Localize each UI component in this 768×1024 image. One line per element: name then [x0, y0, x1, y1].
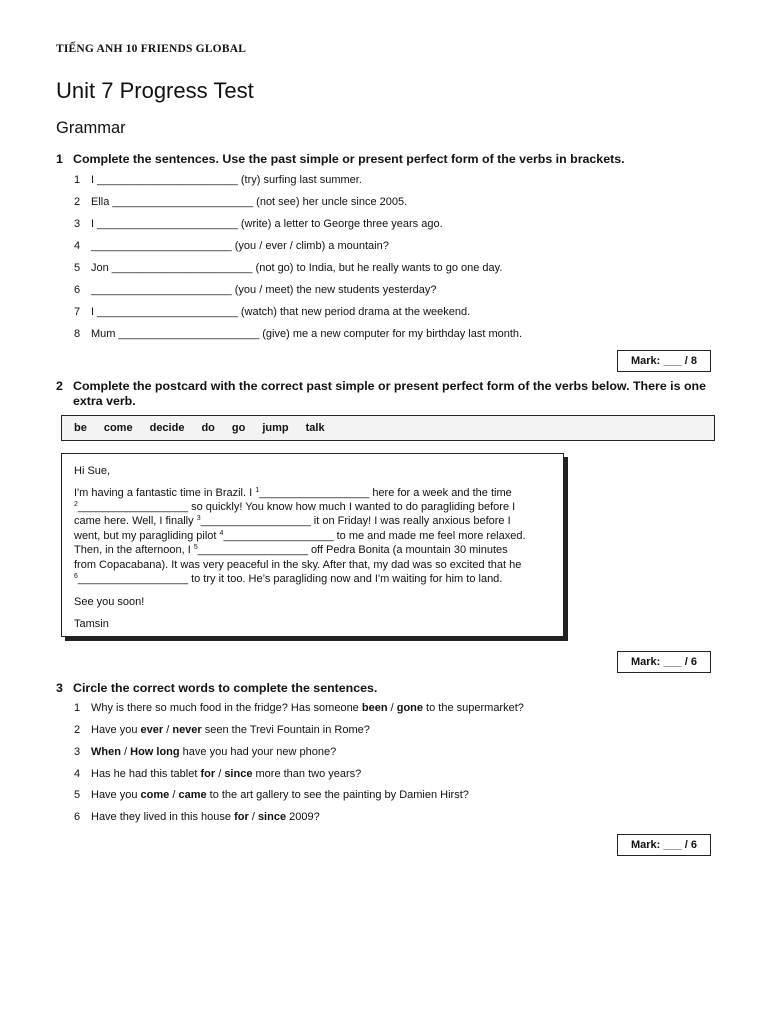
q1-item-3	[74, 218, 443, 230]
gap-number: 3	[196, 515, 201, 522]
word-option: come	[103, 422, 133, 434]
item-number: 6	[74, 284, 81, 296]
q3-item-2: 2 Have you ever / never seen the Trevi Fountain in Rome?	[74, 724, 370, 736]
option-b: came	[178, 789, 207, 801]
section-title: Grammar	[56, 119, 126, 137]
postcard-greeting: Hi Sue,	[74, 465, 111, 477]
question-number: 3	[56, 681, 63, 695]
question-instruction: Circle the correct words to complete the sentences.	[73, 681, 378, 695]
item-text: I _______________________ (try) surfing last summer.	[91, 174, 362, 186]
q3-mark-box: Mark: ___ / 6	[617, 834, 711, 856]
q1-mark-box: Mark: ___ / 8	[617, 350, 711, 372]
postcard-line: I'm having a fantastic time in Brazil. I $^1$__________________ here for a week and the time	[74, 487, 512, 499]
q1-item-5	[74, 262, 502, 274]
option-b: gone	[396, 702, 423, 714]
question-number: 2	[56, 379, 63, 393]
option-a: been	[361, 702, 388, 714]
postcard-line: came here. Well, I finally $^3$__________________ it on Friday! I was really anxious before I	[74, 515, 511, 527]
item-text: I _______________________ (watch) that new period drama at the weekend.	[91, 306, 471, 318]
word-option: decide	[149, 422, 185, 434]
item-number: 1	[74, 174, 81, 186]
item-text: Ella _______________________ (not see) her uncle since 2005.	[91, 196, 408, 208]
postcard-signature: Tamsin	[74, 618, 109, 630]
item-number: 2	[74, 196, 81, 208]
item-number: 5	[74, 262, 81, 274]
option-b: since	[224, 768, 253, 780]
q1-item-2	[74, 196, 407, 208]
question-number: 1	[56, 152, 63, 166]
postcard	[61, 453, 564, 637]
q3-item-4: 4 Has he had this tablet for / since more than two years?	[74, 768, 362, 780]
word-option: be	[74, 422, 87, 434]
question-instruction: Complete the postcard with the correct past simple or present perfect form of the verbs below. There is one extra verb.	[73, 379, 706, 408]
item-text: _______________________ (you / ever / climb) a mountain?	[91, 240, 389, 252]
option-a: ever	[140, 724, 164, 736]
postcard-line: Then, in the afternoon, I $^5$__________________ off Pedra Bonita (a mountain 30 minutes	[74, 544, 508, 556]
gap-number: 6	[74, 573, 78, 580]
q3-item-6: 6 Have they lived in this house for / since 2009?	[74, 811, 320, 823]
gap-number: 2	[74, 501, 78, 508]
postcard-line: went, but my paragliding pilot $^4$__________________ to me and made me feel more relaxed.	[74, 530, 526, 542]
page-title: Unit 7 Progress Test	[56, 78, 254, 103]
option-a: for	[234, 811, 249, 823]
postcard-line: $^6$__________________ to try it too. He’s paragliding now and I'm waiting for him to land.	[74, 573, 503, 585]
q2-mark-box: Mark: ___ / 6	[617, 651, 711, 673]
gap-number: 1	[255, 487, 260, 494]
item-number: 4	[74, 240, 81, 252]
item-text: I _______________________ (write) a letter to George three years ago.	[91, 218, 443, 230]
q1-item-7	[74, 306, 470, 318]
item-number: 3	[74, 218, 81, 230]
q1-item-4	[74, 240, 389, 252]
postcard-line: $^2$__________________ so quickly! You know how much I wanted to do paragliding before I	[74, 501, 516, 513]
q3-item-5: 5 Have you come / came to the art gallery to see the painting by Damien Hirst?	[74, 789, 469, 801]
series-label: TIẾNG ANH 10 FRIENDS GLOBAL	[56, 43, 247, 55]
gap-number: 5	[193, 544, 198, 551]
item-number: 7	[74, 306, 81, 318]
gap-number: 4	[219, 530, 224, 537]
question-instruction: Complete the sentences. Use the past simple or present perfect form of the verbs in brackets.	[73, 152, 625, 166]
postcard-line: from Copacabana). It was very peaceful in the sky. After that, my dad was so excited that he	[74, 559, 522, 571]
q1-item-1	[74, 174, 362, 186]
q1-item-6	[74, 284, 437, 296]
option-b: since	[257, 811, 287, 823]
option-a: for	[200, 768, 216, 780]
item-text: _______________________ (you / meet) the new students yesterday?	[91, 284, 437, 296]
item-number: 8	[74, 328, 81, 340]
postcard-closing: See you soon!	[74, 596, 145, 608]
word-option: go	[231, 422, 246, 434]
q3-item-3: 3 When / How long have you had your new phone?	[74, 746, 337, 758]
q1-item-8	[74, 328, 522, 340]
word-option: do	[201, 422, 215, 434]
word-option: jump	[262, 422, 289, 434]
q3-item-1: 1 Why is there so much food in the fridge? Has someone been / gone to the supermarket?	[74, 702, 524, 714]
option-b: never	[172, 724, 202, 736]
item-text: Mum _______________________ (give) me a new computer for my birthday last month.	[91, 328, 523, 340]
word-box	[61, 415, 715, 441]
item-text: Jon _______________________ (not go) to India, but he really wants to go one day.	[91, 262, 503, 274]
word-option: talk	[305, 422, 325, 434]
option-a: When	[91, 746, 121, 758]
option-a: come	[140, 789, 170, 801]
option-b: How long	[130, 746, 180, 758]
